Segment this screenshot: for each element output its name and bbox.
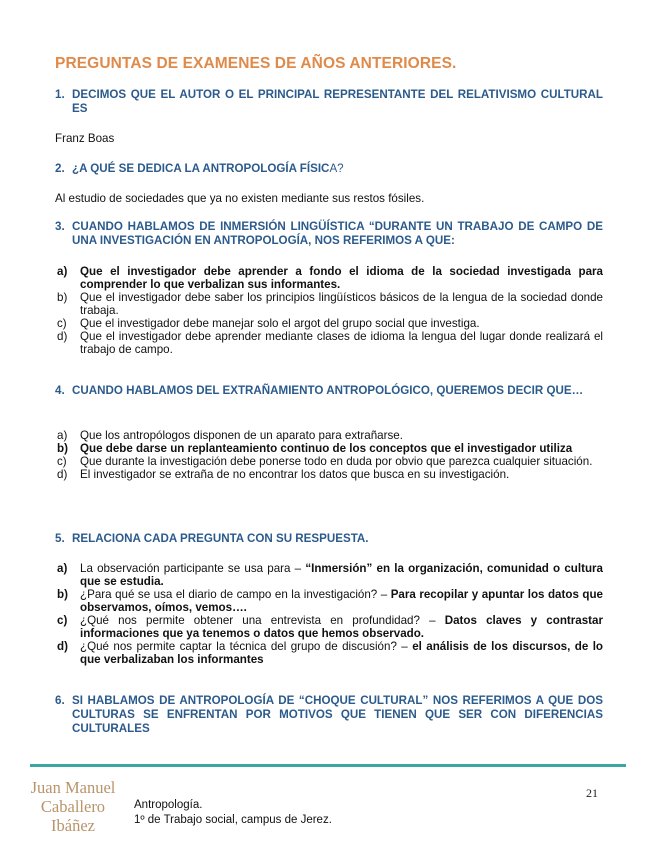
list-item: b) Que el investigador debe saber los principios lingüísticos básicos de la lengua de la sociedad donde trabaja.: [57, 291, 603, 317]
footer-author: Juan Manuel Caballero Ibáñez: [30, 778, 116, 835]
question-number: 1.: [55, 88, 65, 101]
question-text: SI HABLAMOS DE ANTROPOLOGÍA DE “CHOQUE CULTURAL” NOS REFERIMOS A QUE DOS CULTURAS SE ENFRENTAN POR MOTIVOS QUE TIENEN QUE SER CON DIFERENCIAS CULTURALES: [72, 694, 603, 735]
list-item: d) ¿Qué nos permite captar la técnica del grupo de discusión? – el análisis de los discursos, de lo que verbalizaban los informantes: [57, 640, 604, 666]
question-text-tail: A?: [329, 162, 344, 175]
question-text: CUANDO HABLAMOS DE INMERSIÓN LINGÜÍSTICA “DURANTE UN TRABAJO DE CAMPO DE UNA INVESTIGACIÓN EN ANTROPOLOGÍA, NOS REFERIMOS A QUE:: [72, 220, 603, 247]
question-number: 4.: [55, 384, 65, 397]
list-item: c) ¿Qué nos permite obtener una entrevista en profundidad? – Datos claves y contrastar informaciones que ya tenemos o datos que hemos observado.: [57, 614, 603, 640]
page-number: 21: [586, 786, 598, 800]
question-number: 5.: [55, 532, 65, 545]
question-number: 3.: [55, 220, 65, 233]
question-text: ¿A QUÉ SE DEDICA LA ANTROPOLOGÍA FÍSIC: [72, 162, 330, 175]
page-title: PREGUNTAS DE EXAMENES DE AÑOS ANTERIORES.: [55, 55, 457, 72]
answer-1: Franz Boas: [55, 132, 115, 145]
list-item: c) Que el investigador debe manejar solo el argot del grupo social que investiga.: [57, 317, 480, 330]
question-text: RELACIONA CADA PREGUNTA CON SU RESPUESTA.: [72, 532, 369, 545]
list-item: a) Que los antropólogos disponen de un aparato para extrañarse.: [57, 429, 403, 442]
question-6: [55, 694, 603, 736]
matching-list-5: [55, 562, 603, 666]
question-2: [55, 162, 603, 176]
question-5: [55, 532, 603, 546]
list-item: d) Que el investigador debe aprender mediante clases de idioma la lengua del lugar donde realizará el trabajo de campo.: [57, 330, 603, 356]
list-item: c) Que durante la investigación debe ponerse todo en duda por obvio que parezca cualquier situación.: [57, 455, 593, 468]
options-list-3: [55, 265, 603, 356]
options-list-4: [55, 429, 603, 481]
question-1: [55, 88, 603, 116]
question-3: [55, 220, 603, 248]
list-item: d) El investigador se extraña de no encontrar los datos que busca en su investigación.: [57, 468, 510, 481]
list-item: a) Que el investigador debe aprender a fondo el idioma de la sociedad investigada para comprender lo que verbalizan sus informantes.: [57, 265, 603, 291]
question-number: 2.: [55, 162, 65, 175]
question-number: 6.: [55, 694, 65, 707]
list-item: b) ¿Para qué se usa el diario de campo en la investigación? – Para recopilar y apuntar los datos que observamos, oímos, vemos….: [57, 588, 604, 614]
footer-divider: [30, 764, 626, 767]
list-item: b) Que debe darse un replanteamiento continuo de los conceptos que el investigador utiliza: [57, 442, 573, 455]
question-text: DECIMOS QUE EL AUTOR O EL PRINCIPAL REPRESENTANTE DEL RELATIVISMO CULTURAL ES: [72, 88, 603, 115]
answer-2: Al estudio de sociedades que ya no existen mediante sus restos fósiles.: [55, 192, 425, 205]
footer-text: Antropología. 1º de Trabajo social, campus de Jerez.: [134, 799, 332, 826]
list-item: a) La observación participante se usa para – “Inmersión” en la organización, comunidad o cultura que se estudia.: [57, 562, 603, 588]
question-4: [55, 384, 603, 398]
question-text: CUANDO HABLAMOS DEL EXTRAÑAMIENTO ANTROPOLÓGICO, QUEREMOS DECIR QUE…: [72, 384, 584, 397]
